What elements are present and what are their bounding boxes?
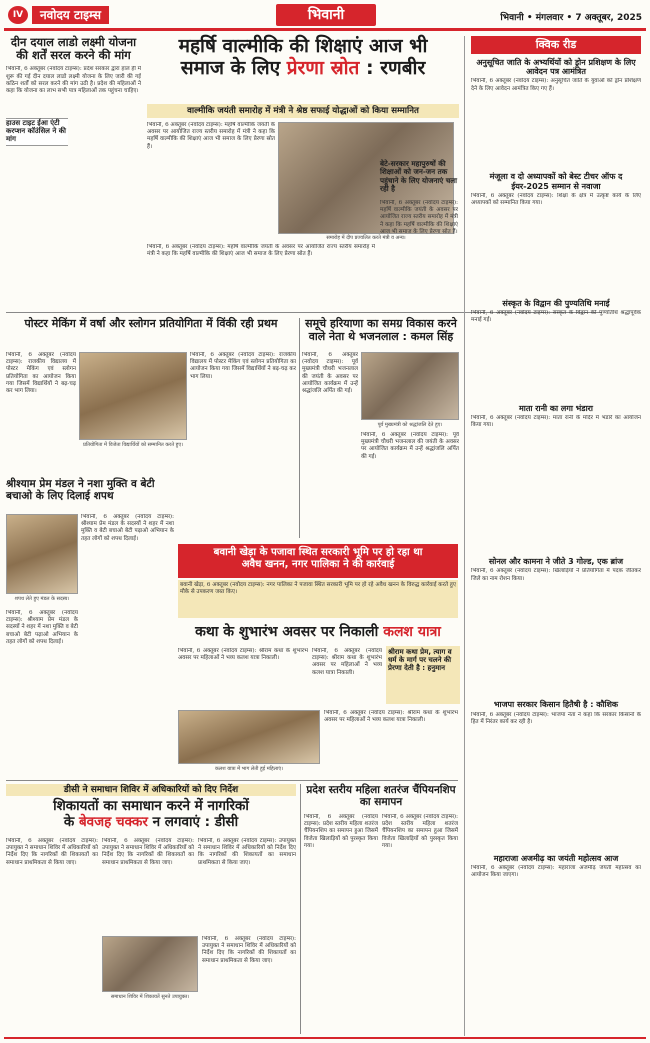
headline-part-a: कथा के शुभारंभ अवसर पर निकाली [195,624,379,640]
headline-part-b1: के [63,813,75,830]
headline-part-b: कलश यात्रा [383,624,441,640]
quick-read-item [471,404,641,555]
quick-read-body: भिवानी, 6 अक्तूबर (नवोदय टाइम्स): महाराजा अजमीढ़ जयंती महोत्सव का आयोजन किया जाएगा। [471,864,641,878]
banner-body: बवानी खेड़ा, 6 अक्तूबर (नवोदय टाइम्स): नगर पालिका ने पजावा स्थित सरकारी भूमि पर हो रहे अवैध खनन के विरुद्ध कार्रवाई करते हुए मौके से उपकरण जब्त किए। [178,580,458,618]
story-lado-lakshmi [6,36,141,256]
quick-read-body: भिवानी, 6 अक्तूबर (नवोदय टाइम्स): संस्कृत के विद्वान की पुण्यतिथि श्रद्धापूर्वक मनाई गई। [471,309,641,324]
story-inset-text: श्रीराम कथा प्रेम, त्याग व धर्म के मार्ग पर चलने की प्रेरणा देती है : हनुमान [388,648,452,673]
story-photo [79,352,187,440]
banner-headline [178,544,458,578]
lead-inset-headline: बेटे-सरकार महापुरुषों की शिक्षाओं को जन-जन तक पहुंचाने के लिए योजनाएं चला रही है [380,159,458,193]
lead-caption: समारोह में दीप प्रज्वलित करते मंत्री व अन्य। [326,235,406,241]
quick-read-item [471,172,641,296]
quick-read-body: भिवानी, 6 अक्तूबर (नवोदय टाइम्स): शिक्षा के क्षेत्र में उत्कृष्ट कार्य के लिए अध्यापकों को सम्मानित किया गया। [471,192,641,206]
story-poster-making [6,318,296,331]
story-body-right: भिवानी, 6 अक्तूबर (नवोदय टाइम्स): उपायुक्त ने समाधान शिविर में अधिकारियों को निर्देश दिए कि नागरिकों की शिकायतों का समाधान प्राथमिकता से किया जाए। [198,838,296,866]
quick-read-body: भिवानी, 6 अक्तूबर (नवोदय टाइम्स): भाजपा नेता ने कहा कि सरकार किसानों के हित में निरंतर कार्य कर रही है। [471,711,641,725]
quick-read-headline: संस्कृत के विद्वान की पुण्यतिथि मनाई [502,298,610,308]
paper-name: नवोदय टाइम्स [32,6,109,24]
story-body-right: भिवानी, 6 अक्तूबर (नवोदय टाइम्स): प्रदेश स्तरीय महिला शतरंज चैंपियनशिप का समापन हुआ जिसमें विजेता खिलाड़ियों को पुरस्कृत किया गया। [382,814,458,849]
story-kicker: डीसी ने समाधान शिविर में अधिकारियों को दिए निर्देश [6,784,296,796]
lead-deck: वाल्मीकि जयंती समारोह में मंत्री ने श्रेष्ठ सफाई योद्धाओं को किया सम्मानित [147,104,459,118]
quick-read-headline: भाजपा सरकार किसान हितैषी है : कौशिक [493,700,619,710]
story-body-mid: भिवानी, 6 अक्तूबर (नवोदय टाइम्स): श्रीराम कथा के शुभारंभ अवसर पर महिलाओं ने भव्य कलश यात्रा निकाली। [312,648,382,676]
story-caption: पूर्व मुख्यमंत्री को श्रद्धांजलि देते हुए। [377,422,443,428]
story-body: भिवानी, 6 अक्तूबर (नवोदय टाइम्स): पूर्व मुख्यमंत्री चौधरी भजनलाल की जयंती के अवसर पर आयोजित कार्यक्रम में उन्हें श्रद्धांजलि अर्पित की गई। [302,352,358,395]
story-body: भिवानी, 6 अक्तूबर (नवोदय टाइम्स): प्रदेश सरकार द्वारा हाल ही में शुरू की गई दीन दयाल लाडो लक्ष्मी योजना के लिए जारी की गई कठिन शर्तों को सरल करने की मांग उठी है। प्रदेश की महिलाओं ने कहा कि योजना का लाभ सभी पात्र महिलाओं तक पहुंचना चाहिए। [6,66,141,95]
lead-inset-body: भिवानी, 6 अक्तूबर (नवोदय टाइम्स): महर्षि वाल्मीकि जयंती के अवसर पर आयोजित राज्य स्तरीय समारोह में मंत्री ने कहा कि महर्षि वाल्मीकि की शिक्षाएं आज भी समाज के लिए प्रेरणा स्रोत हैं। [380,200,458,235]
lead-body-left: भिवानी, 6 अक्तूबर (नवोदय टाइम्स): महर्षि वाल्मीकि जयंती के अवसर पर आयोजित राज्य स्तरीय समारोह में मंत्री ने कहा कि महर्षि वाल्मीकि की शिक्षाएं आज भी समाज के लिए प्रेरणा स्रोत हैं। [147,122,275,150]
story-body: भिवानी, 6 अक्तूबर (नवोदय टाइम्स): राजकीय विद्यालय में पोस्टर मेकिंग एवं स्लोगन प्रतियोगिता का आयोजन किया गया जिसमें विद्यार्थियों ने बढ़-चढ़ कर भाग लिया। [6,352,76,395]
divider [6,780,458,781]
masthead [4,4,646,28]
lead-story [147,36,459,80]
divider [299,318,300,538]
quick-read-body: भिवानी, 6 अक्तूबर (नवोदय टाइम्स): माता रानी के मंदिर में भंडारे का आयोजन किया गया। [471,415,641,429]
story-body-mid: भिवानी, 6 अक्तूबर (नवोदय टाइम्स): उपायुक्त ने समाधान शिविर में अधिकारियों को निर्देश दिए कि नागरिकों की शिकायतों का समाधान प्राथमिकता से किया जाए। [102,838,194,866]
story-body-right: भिवानी, 6 अक्तूबर (नवोदय टाइम्स): श्रीराम कथा के शुभारंभ अवसर पर महिलाओं ने भव्य कलश यात्रा निकाली। [324,710,458,724]
story-inset [386,646,460,704]
page-number: IV [8,6,28,24]
quick-read-headline: मंजूला व दो अध्यापकों को बेस्ट टीचर ऑफ द ईयर-2025 सम्मान से नवाजा [489,172,623,191]
story-photo [6,514,78,594]
lead-body-bottom: भिवानी, 6 अक्तूबर (नवोदय टाइम्स): महर्षि वाल्मीकि जयंती के अवसर पर आयोजित राज्य स्तरीय समारोह में मंत्री ने कहा कि महर्षि वाल्मीकि की शिक्षाएं आज भी समाज के लिए प्रेरणा स्रोत हैं। [147,244,375,258]
story-headline: श्रीश्याम प्रेम मंडल ने नशा मुक्ति व बेटी बचाओ के लिए दिलाई शपथ [6,478,155,503]
story-headline: दीन दयाल लाडो लक्ष्मी योजना की शर्तें सरल करने की मांग [10,35,137,63]
quick-read-item [471,700,641,851]
story-body-right: भिवानी, 6 अक्तूबर (नवोदय टाइम्स): पूर्व मुख्यमंत्री चौधरी भजनलाल की जयंती के अवसर पर आयोजित कार्यक्रम में उन्हें श्रद्धांजलि अर्पित की गई। [361,432,459,460]
story-body: भिवानी, 6 अक्तूबर (नवोदय टाइम्स): उपायुक्त ने समाधान शिविर में अधिकारियों को निर्देश दिए कि नागरिकों की शिकायतों का समाधान प्राथमिकता से किया जाए। [6,838,98,866]
story-headline-a: शिकायतों का समाधान करने में नागरिकों [53,798,249,815]
masthead-rule [4,28,646,31]
story-body-left: भिवानी, 6 अक्तूबर (नवोदय टाइम्स): श्रीश्याम प्रेम मंडल के सदस्यों ने शहर में नशा मुक्ति व बेटी बचाओ बेटी पढ़ाओ अभियान के तहत लोगों को शपथ दिलाई। [6,610,78,645]
newspaper-page [4,0,646,1043]
quick-read-item [471,854,641,953]
quick-read-item [471,299,641,402]
story-photo [102,936,198,992]
quick-read-title: क्विक रीड [471,36,641,54]
sub-headline: हाउस टाइट ईआ एंटी करप्शन कॉउंसिल ने की मांग [6,119,66,144]
quick-read-item [471,557,641,698]
lead-headline-line2 [147,58,459,80]
quick-read-headline: सोनल और कामना ने जीते 3 गोल्ड, एक ब्रांज [488,557,624,567]
banner-headline-line2: अवैध खनन, नगर पालिका ने की कार्रवाई [241,558,395,570]
quick-read-column [464,36,644,1036]
story-headline: पोस्टर मेकिंग में वर्षा और स्लोगन प्रतियोगिता में विंकी रही प्रथम [24,317,278,330]
story-shyam-mandal [6,478,174,502]
story-dc-samadhan [6,784,296,830]
section-title: भिवानी [276,4,376,26]
lead-headline-part-b: प्रेरणा स्रोत [286,56,360,79]
banner-headline-line1: बवानी खेड़ा के पजावा स्थित सरकारी भूमि पर हो रहा था [213,547,423,558]
quick-read-headline: माता रानी का लगा भंडारा [518,403,594,413]
quick-read-body: भिवानी, 6 अक्तूबर (नवोदय टाइम्स): अनुसूचित जाति के युवाओं को ड्रोन प्रशिक्षण देने के लिए आवेदन आमंत्रित किए गए हैं। [471,78,641,92]
story-chess [304,784,458,808]
story-kalash-yatra-headline [178,624,458,640]
lead-inset [380,160,458,193]
lead-headline-part-c: : रणबीर [365,56,426,79]
dateline: भिवानी • मंगलवार • 7 अक्तूबर, 2025 [500,13,642,23]
story-body-right: भिवानी, 6 अक्तूबर (नवोदय टाइम्स): राजकीय विद्यालय में पोस्टर मेकिंग एवं स्लोगन प्रतियोगिता का आयोजन किया गया जिसमें विद्यार्थियों ने बढ़-चढ़ कर भाग लिया। [190,352,296,380]
lead-headline-part-a: समाज के लिए [180,56,281,79]
story-caption: समाधान शिविर में शिकायतें सुनते उपायुक्त। [110,994,190,1000]
quick-read-item [471,58,641,170]
quick-read-headline: महाराजा अजमीढ़ का जयंती महोत्सव आज [493,853,619,863]
footer-rule [4,1037,646,1039]
story-headline: प्रदेश स्तरीय महिला शतरंज चैंपियनशिप का समापन [306,784,456,809]
story-body-bottom: भिवानी, 6 अक्तूबर (नवोदय टाइम्स): उपायुक्त ने समाधान शिविर में अधिकारियों को निर्देश दिए कि नागरिकों की शिकायतों का समाधान प्राथमिकता से किया जाए। [202,936,296,964]
story-bhajanlal [302,318,460,343]
story-body: भिवानी, 6 अक्तूबर (नवोदय टाइम्स): प्रदेश स्तरीय महिला शतरंज चैंपियनशिप का समापन हुआ जिसमें विजेता खिलाड़ियों को पुरस्कृत किया गया। [304,814,378,849]
story-headline-b [6,815,296,831]
lead-headline-line1: महर्षि वाल्मीकि की शिक्षाएं आज भी [178,35,428,57]
divider [300,784,301,1034]
story-body: भिवानी, 6 अक्तूबर (नवोदय टाइम्स): श्रीराम कथा के शुभारंभ अवसर पर महिलाओं ने भव्य कलश यात्रा निकाली। [178,648,308,662]
story-headline: समूचे हरियाणा का समग्र विकास करने वाले नेता थे भजनलाल : कमल सिंह [305,317,457,343]
sub-headline-box [6,118,68,146]
story-photo [361,352,459,420]
story-caption: कलश यात्रा में भाग लेती हुई महिलाएं। [215,766,283,772]
quick-read-headline: अनुसूचित जाति के अभ्यर्थियों को ड्रोन प्रशिक्षण के लिए आवेदन पत्र आमंत्रित [476,58,636,77]
story-photo [178,710,320,764]
headline-part-b3: न लगवाएं : डीसी [152,813,239,830]
story-caption: शपथ लेते हुए मंडल के सदस्य। [14,596,70,602]
story-caption: प्रतियोगिता में विजेता विद्यार्थियों को सम्मानित करते हुए। [83,442,183,448]
story-body: भिवानी, 6 अक्तूबर (नवोदय टाइम्स): श्रीश्याम प्रेम मंडल के सदस्यों ने शहर में नशा मुक्ति व बेटी बचाओ बेटी पढ़ाओ अभियान के तहत लोगों को शपथ दिलाई। [81,514,174,542]
quick-read-body: भिवानी, 6 अक्तूबर (नवोदय टाइम्स): खिलाड़ियों ने प्रतियोगिता में पदक जीतकर जिले का नाम रोशन किया। [471,568,641,582]
headline-part-b2: बेवजह चक्कर [78,813,148,830]
